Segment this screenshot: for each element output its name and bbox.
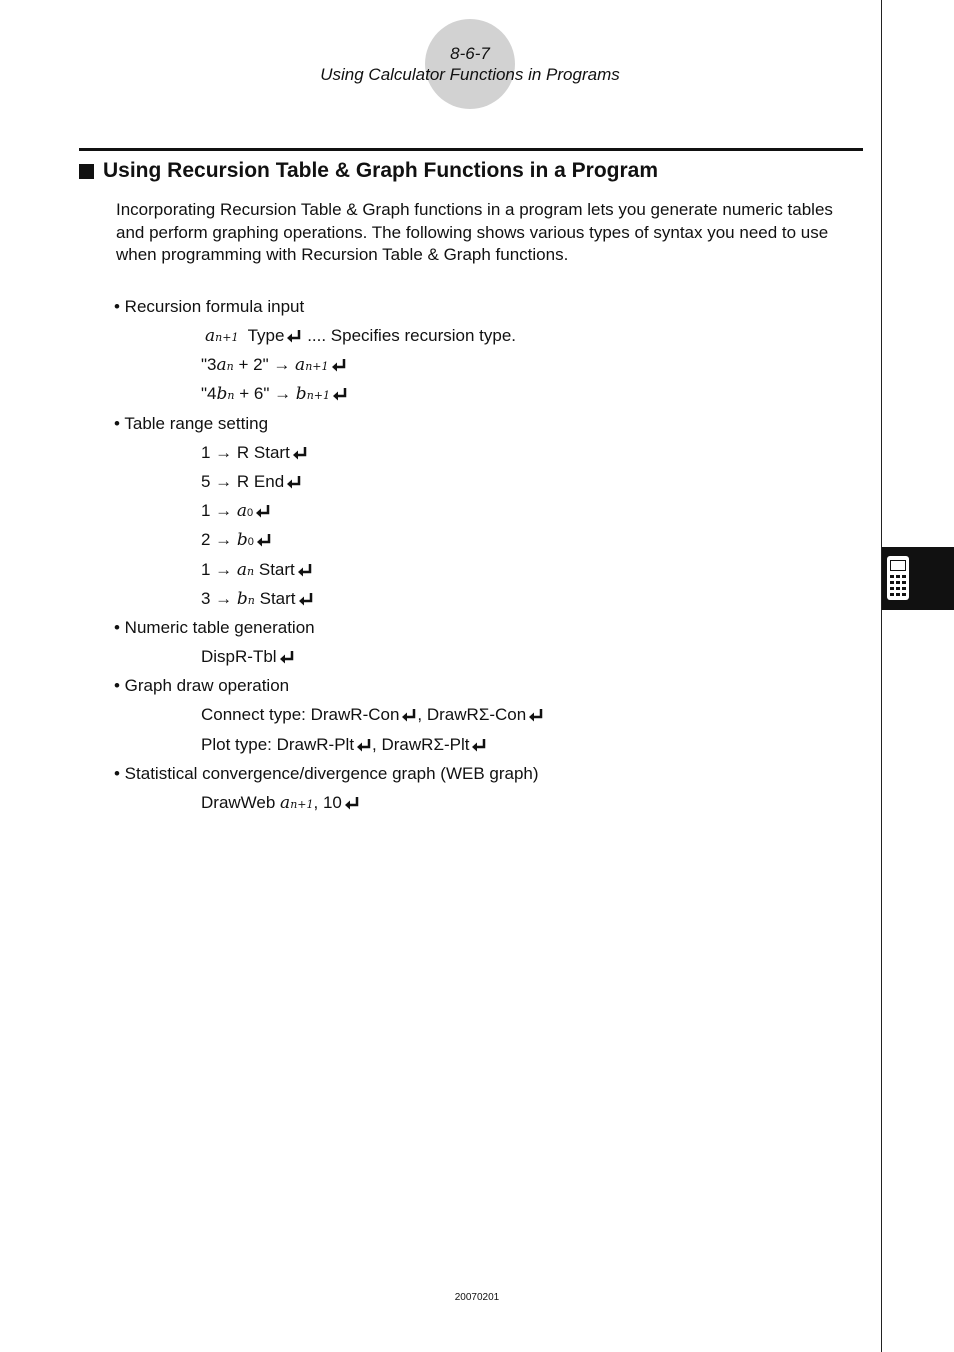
section-title [79, 159, 658, 183]
bullet-recursion-input: • Recursion formula input [114, 297, 305, 316]
return-arrow-icon [331, 357, 347, 371]
square-bullet-icon [79, 164, 94, 179]
return-arrow-icon [471, 737, 487, 751]
return-arrow-icon [356, 737, 372, 751]
section-rule [79, 148, 863, 151]
return-arrow-icon [286, 474, 302, 488]
return-arrow-icon [332, 386, 348, 400]
bullet-web-graph: • Statistical convergence/divergence graph (WEB graph) [114, 764, 539, 783]
syntax-range-end: 5 → R End [201, 472, 302, 492]
calculator-icon [886, 555, 910, 601]
intro-paragraph: Incorporating Recursion Table & Graph functions in a program lets you generate numeric tables and perform graphing operations. The following shows various types of syntax you need to use when programming with Recursion Table & Graph functions. [116, 200, 833, 264]
return-arrow-icon [286, 328, 302, 342]
chapter-tab [882, 547, 954, 610]
syntax-drawweb: DrawWeb an+1, 10 [201, 793, 360, 815]
footer-date: 20070201 [454, 1292, 500, 1303]
return-arrow-icon [279, 649, 295, 663]
page-number-circle [425, 19, 515, 109]
bullet-graph-draw: • Graph draw operation [114, 676, 290, 695]
section-title-text: Using Recursion Table & Graph Functions in a Program [103, 159, 659, 182]
return-arrow-icon [401, 707, 417, 721]
return-arrow-icon [297, 562, 313, 576]
bullet-numeric-table: • Numeric table generation [114, 618, 315, 637]
syntax-an-start: 1 → an Start [201, 560, 313, 582]
return-arrow-icon [344, 795, 360, 809]
syntax-dispr-tbl: DispR-Tbl [201, 647, 295, 667]
syntax-b0: 2 → b0 [201, 530, 272, 552]
syntax-formula-b: "4bn + 6" → bn+1 [201, 384, 348, 406]
return-arrow-icon [528, 707, 544, 721]
return-arrow-icon [256, 532, 272, 546]
syntax-formula-a: "3an + 2" → an+1 [201, 355, 347, 377]
running-header: Using Calculator Functions in Programs [320, 65, 620, 84]
return-arrow-icon [255, 503, 271, 517]
syntax-type-line: an+1 Type .... Specifies recursion type. [205, 326, 517, 346]
syntax-a0: 1 → a0 [201, 501, 271, 523]
syntax-range-start: 1 → R Start [201, 443, 308, 463]
syntax-plot-type: Plot type: DrawR-Plt , DrawRΣ-Plt [201, 735, 487, 755]
bullet-table-range: • Table range setting [114, 414, 269, 433]
syntax-bn-start: 3 → bn Start [201, 589, 314, 611]
return-arrow-icon [298, 591, 314, 605]
syntax-connect-type: Connect type: DrawR-Con , DrawRΣ-Con [201, 705, 544, 725]
page-number: 8-6-7 [450, 44, 490, 63]
return-arrow-icon [292, 445, 308, 459]
page-right-rule [881, 0, 882, 1352]
